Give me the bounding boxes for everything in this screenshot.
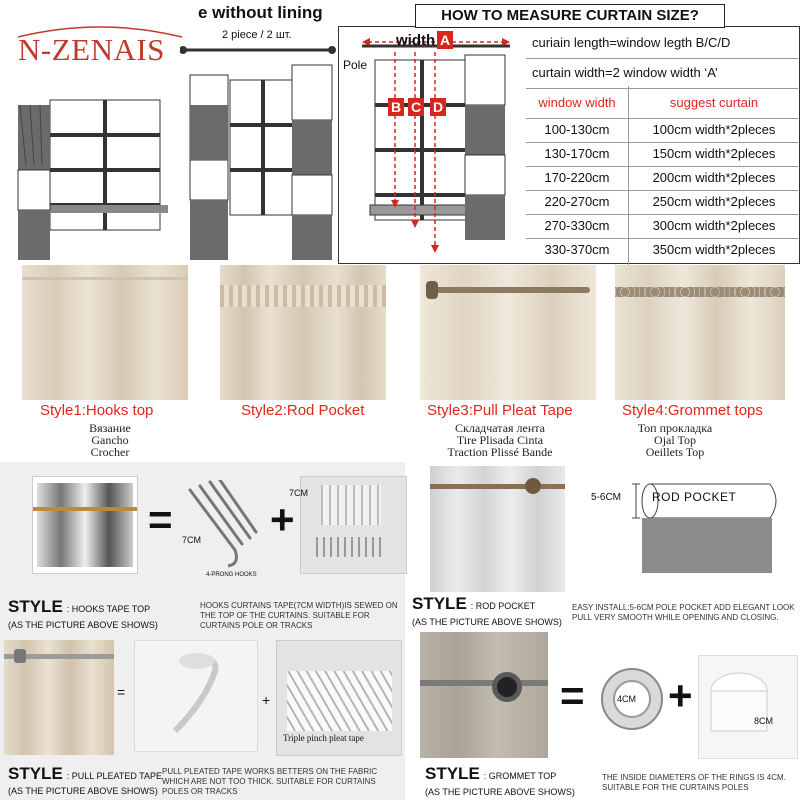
width-label: width [396,32,436,49]
table-row: 170-220cm 200cm width*2pleces [526,166,798,191]
style2-title: Style2:Rod Pocket [241,402,365,419]
table-row: 130-170cm 150cm width*2pleces [526,142,798,167]
style3-translations: Складчатая лента Tire Plisada Cinta Traction Plissé Bande [447,421,553,459]
piece-label: 2 piece / 2 шт. [222,29,292,41]
equals-sign-grommet: = [560,672,585,719]
style1-title: Style1:Hooks top [40,402,154,419]
curtain-drawing-left [0,60,175,260]
measure-diagram [340,30,525,260]
photo-grommet-tape [698,655,798,759]
style1-translations: Вязание Gancho Crocher [89,421,131,459]
plus-sign: + [270,496,295,543]
header-window-width: window width [538,95,616,110]
rule-width: curtain width=2 window width ‘A’ [532,65,718,80]
table-row: 100-130cm 100cm width*2pleces [526,118,798,143]
photo-hooks-window [32,476,138,574]
measure-title: HOW TO MEASURE CURTAIN SIZE? [415,4,725,28]
hooks-dim-7cm: 7CM [182,535,202,545]
equals-sign-small: = [117,684,126,700]
brand-logo: N-ZENAIS [18,32,165,67]
pleat-as-shown: (AS THE PICTURE ABOVE SHOWS) [8,786,158,796]
top-heading: e without lining [198,3,323,22]
photo-grommet [615,265,785,400]
pleat-note: PULL PLEATED TAPE WORKS BETTERS ON THE FABRIC WHICH ARE NOT TOO THICK. SUITABLE FOR CURTAINS POLES OR TRACKS [162,767,378,796]
photo-pleated-curtain [4,640,114,755]
hooks-note: HOOKS CURTAINS TAPE(7CM WIDTH)IS SEWED ON THE TOP OF THE CURTAINS. SUITABLE FOR CURTAINS POLE OR TRACKS [200,601,398,630]
equals-sign: = [148,496,173,543]
badge-b: B [388,98,404,116]
header-suggest-curtain: suggest curtain [669,95,759,110]
table-row: 330-370cm 350cm width*2pleces [544,242,776,257]
ring-dim: 4CM [617,694,637,704]
rod-dim: 5-6CM [591,492,622,503]
photo-hook-tape [300,476,407,574]
roll-dim: 8CM [754,716,774,726]
table-row: 220-270cm 250cm width*2pleces [526,190,798,215]
plus-sign-grommet: + [668,672,693,719]
rod-style-label: STYLE : ROD POCKET [412,594,536,613]
tape-dim-7cm: 7CM [289,488,309,498]
grommet-note: THE INSIDE DIAMETERS OF THE RINGS IS 4CM. SUITABLE FOR THE CURTAINS POLES [602,773,786,792]
pole-label: Pole [343,58,368,72]
hooks-style-label: STYLE : HOOKS TAPE TOP [8,597,151,616]
badge-d: D [430,98,446,116]
rod-pocket-label: ROD POCKET [652,490,737,504]
tape-caption: Triple pinch pleat tape [283,733,364,743]
hooks-caption: 4-PRONG HOOKS [206,572,257,578]
pleat-style-label: STYLE : PULL PLEATED TAPE [8,764,162,783]
badge-c: C [408,98,424,116]
style4-title: Style4:Grommet tops [622,402,763,419]
photo-rod-pocket [220,265,386,400]
grommet-as-shown: (AS THE PICTURE ABOVE SHOWS) [425,787,575,797]
hooks-illustration [180,480,265,580]
badge-a: A [437,31,453,49]
rod-note: EASY INSTALL:5-6CM POLE POCKET ADD ELEGANT LOOK PULL VERY SMOOTH WHILE OPENING AND CLOSING. [572,603,795,622]
rule-length: curiain length=window legth B/C/D [532,35,731,50]
photo-rod-pocket-curtain [430,466,565,592]
curtain-drawing-right [180,40,340,260]
photo-pleat-hook [134,640,258,752]
style3-title: Style3:Pull Pleat Tape [427,402,573,419]
grommet-style-label: STYLE : GROMMET TOP [425,764,557,783]
table-row: 270-330cm 300cm width*2pleces [526,214,798,239]
photo-grommet-curtain [420,632,548,758]
plus-sign-small: + [262,692,271,708]
hooks-as-shown: (AS THE PICTURE ABOVE SHOWS) [8,620,158,630]
style4-translations: Топ прокладка Ojal Top Oeillets Top [637,421,713,459]
rod-as-shown: (AS THE PICTURE ABOVE SHOWS) [412,617,562,627]
photo-pull-pleat [420,265,596,400]
photo-hooks-top [22,265,188,400]
